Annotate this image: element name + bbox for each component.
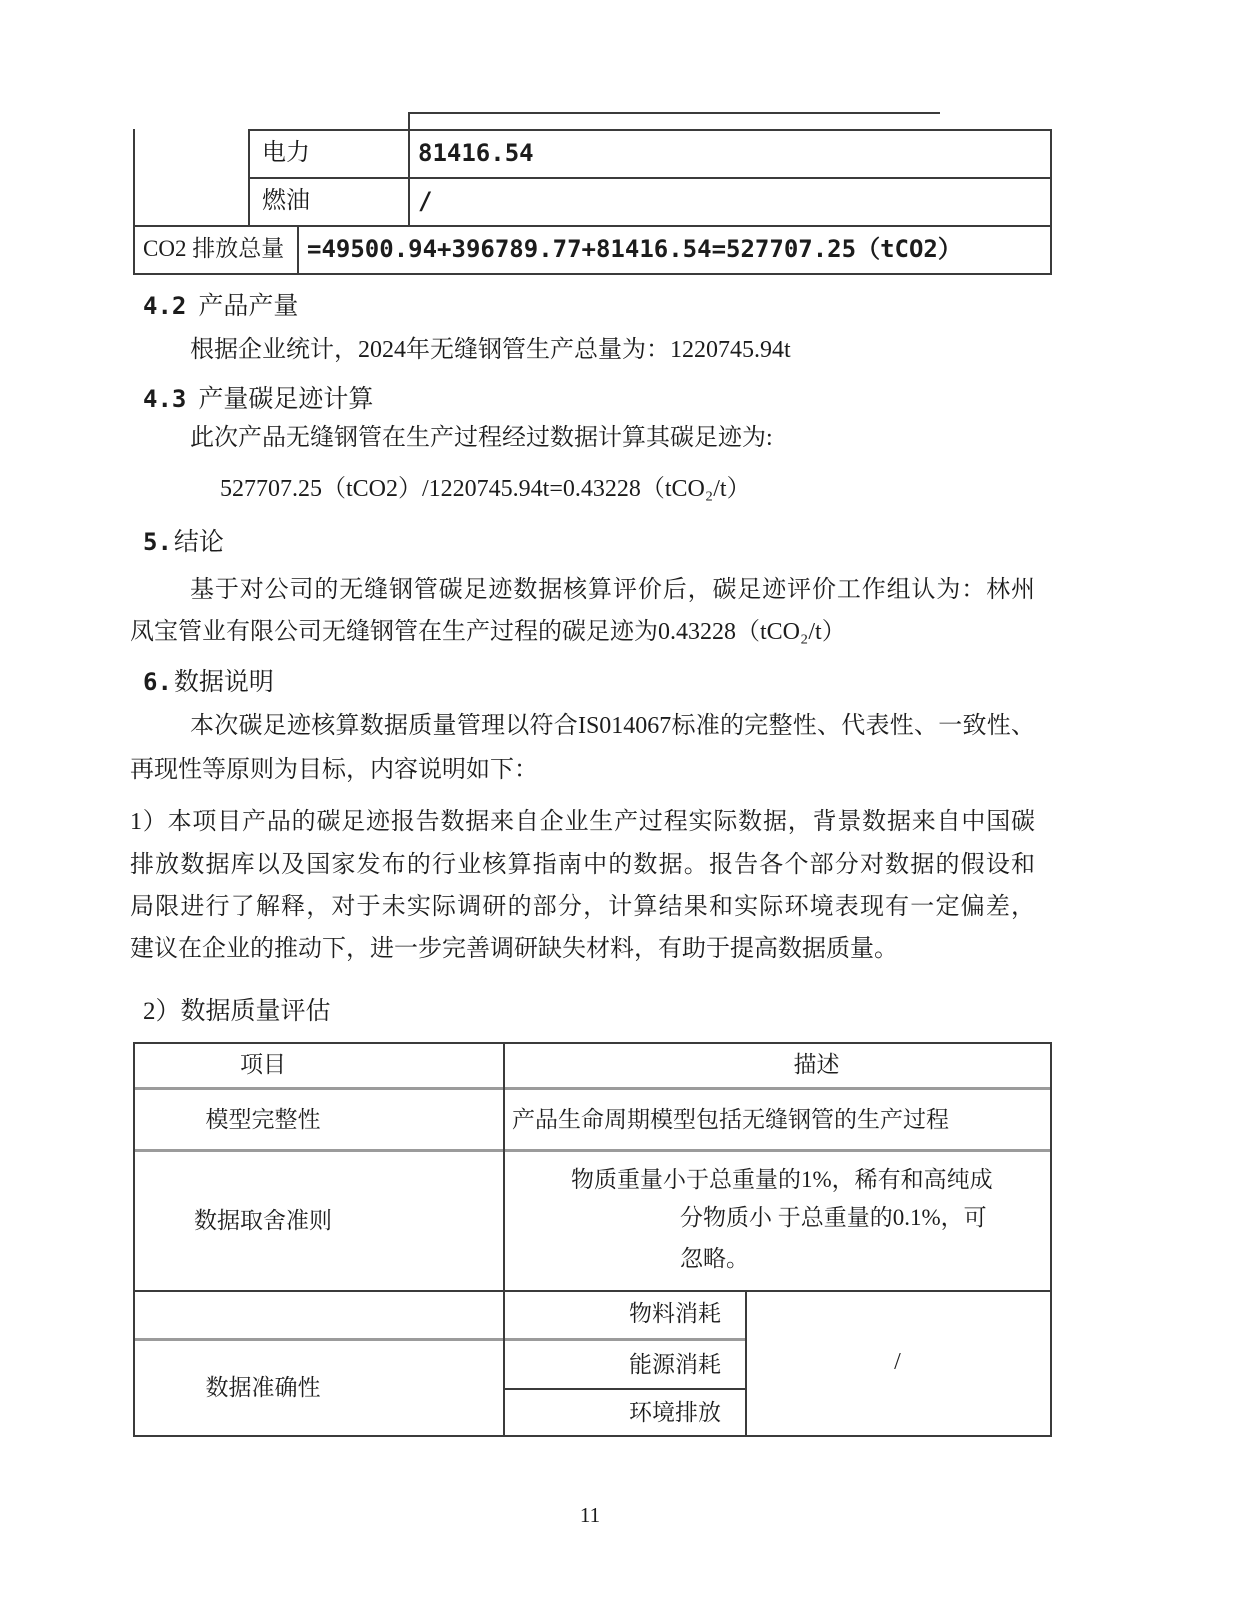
quality-row-value: / xyxy=(894,1349,901,1375)
table-border xyxy=(1050,129,1052,275)
paragraph-line: 根据企业统计，2024年无缝钢管生产总量为：1220745.94t xyxy=(190,337,791,363)
table-border xyxy=(1050,1042,1052,1437)
quality-subrow-label: 能源消耗 xyxy=(629,1352,721,1377)
quality-row-desc-line: 物质重量小于总重量的1%，稀有和高纯成 xyxy=(571,1167,993,1192)
quality-table-header-item: 项目 xyxy=(240,1052,286,1077)
section-heading-5 xyxy=(143,526,224,559)
co2-total-label: CO2 排放总量 xyxy=(143,236,285,261)
paragraph-line: 基于对公司的无缝钢管碳足迹数据核算评价后，碳足迹评价工作组认为：林州 xyxy=(190,577,1035,603)
quality-table-header-desc: 描述 xyxy=(793,1052,840,1077)
paragraph-line: 建议在企业的推动下，进一步完善调研缺失材料，有助于提高数据质量。 xyxy=(130,936,898,962)
paragraph-line: 本次碳足迹核算数据质量管理以符合IS014067标准的完整性、代表性、一致性、 xyxy=(190,713,1035,739)
paragraph-line: 此次产品无缝钢管在生产过程经过数据计算其碳足迹为: xyxy=(190,425,773,451)
energy-row-label: 燃油 xyxy=(262,188,310,214)
paragraph-line: 局限进行了解释，对于未实际调研的部分，计算结果和实际环境表现有一定偏差， xyxy=(130,894,1035,920)
quality-row-item: 数据取舍准则 xyxy=(194,1208,332,1233)
energy-row-value: 81416.54 xyxy=(418,139,534,167)
table-border xyxy=(133,129,135,275)
table-border xyxy=(133,1435,1050,1437)
quality-row-desc-line: 忽略。 xyxy=(680,1246,749,1271)
paragraph-line: 凤宝管业有限公司无缝钢管在生产过程的碳足迹为0.43228（tCO₂/t） xyxy=(130,619,846,645)
subsection-heading-2: 2）数据质量评估 xyxy=(143,998,331,1025)
section-number: 4.3 xyxy=(143,385,187,413)
paragraph-line: 1）本项目产品的碳足迹报告数据来自企业生产过程实际数据，背景数据来自中国碳 xyxy=(130,809,1035,835)
page-number: 11 xyxy=(579,1503,601,1527)
quality-row-desc: 产品生命周期模型包括无缝钢管的生产过程 xyxy=(512,1107,949,1132)
quality-row-item: 模型完整性 xyxy=(205,1107,321,1132)
section-title: 结论 xyxy=(173,529,224,556)
quality-row-desc-line: 分物质小 于总重量的0.1%，可 xyxy=(680,1205,987,1230)
section-title: 产品产量 xyxy=(198,293,299,320)
quality-row-item: 数据准确性 xyxy=(205,1375,321,1400)
table-border xyxy=(248,129,250,225)
section-number: 6. xyxy=(143,668,172,696)
co2-total-formula: =49500.94+396789.77+81416.54=527707.25（tCO2） xyxy=(307,235,962,263)
footprint-formula: 527707.25（tCO2）/1220745.94t=0.43228（tCO₂/t） xyxy=(220,476,751,502)
section-number: 4.2 xyxy=(143,292,187,320)
table-border xyxy=(133,273,1050,275)
section-number: 5. xyxy=(143,528,172,556)
table-border xyxy=(248,129,1050,131)
section-title: 数据说明 xyxy=(173,669,274,696)
table-border xyxy=(297,225,299,273)
quality-subrow-label: 环境排放 xyxy=(629,1400,721,1425)
quality-subrow-label: 物料消耗 xyxy=(629,1301,721,1326)
paragraph-line: 排放数据库以及国家发布的行业核算指南中的数据。报告各个部分对数据的假设和 xyxy=(130,852,1035,878)
section-heading-6 xyxy=(143,666,274,699)
table-border xyxy=(408,112,410,225)
energy-row-label: 电力 xyxy=(262,140,310,166)
section-heading-4-3 xyxy=(143,383,373,416)
table-border xyxy=(248,177,1050,179)
paragraph-line: 再现性等原则为目标，内容说明如下： xyxy=(130,757,538,783)
energy-row-value: / xyxy=(418,187,433,215)
table-border xyxy=(408,112,940,114)
section-title: 产量碳足迹计算 xyxy=(198,386,374,413)
section-heading-4-2 xyxy=(143,290,298,323)
